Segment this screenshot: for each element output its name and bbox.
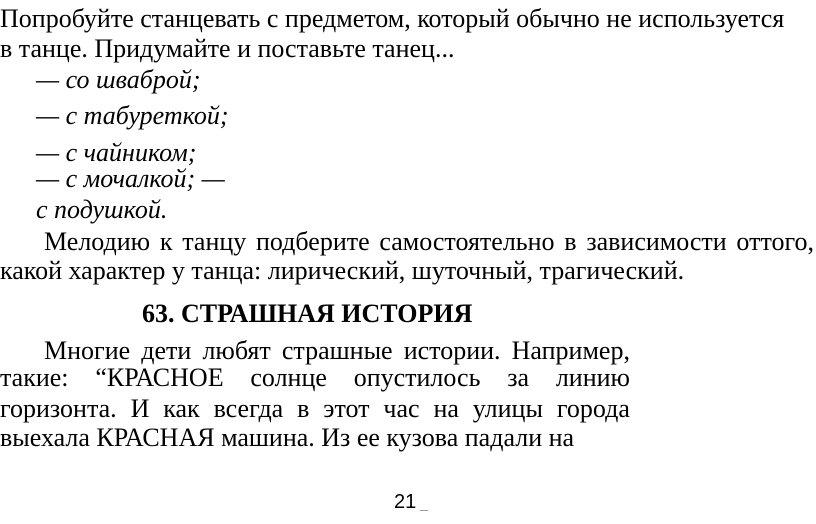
page-number-mark	[420, 510, 428, 511]
word: самостоятельно	[379, 227, 555, 256]
word: подберите	[256, 227, 370, 256]
paragraph-2-line-2: какой характер у танца: лирический, шуточный, трагический.	[0, 256, 685, 285]
word: истории.	[403, 336, 501, 365]
word: всегда	[213, 394, 284, 423]
word: Многие	[44, 336, 131, 365]
list-item: — со шваброй;	[36, 65, 201, 94]
paragraph-3-line-2	[0, 363, 630, 393]
word: линию	[555, 363, 630, 392]
word: на	[433, 394, 459, 423]
word: час	[383, 394, 420, 423]
word: оттого,	[736, 227, 814, 256]
word: И	[130, 394, 150, 423]
word: любят	[202, 336, 271, 365]
word: за	[507, 363, 530, 392]
paragraph-2-line-1	[44, 227, 814, 257]
paragraph-3-line-1	[44, 336, 630, 366]
word: этот	[323, 394, 370, 423]
word: улицы	[472, 394, 543, 423]
list-item: с подушкой.	[36, 195, 168, 224]
word: как	[163, 394, 200, 423]
word: зависимости	[586, 227, 727, 256]
word: страшные	[281, 336, 393, 365]
list-item: — с чайником;	[36, 138, 197, 167]
word: танцу	[182, 227, 247, 256]
page-number: 21	[394, 491, 417, 513]
word: Например,	[511, 336, 630, 365]
list-item: — с табуреткой;	[36, 101, 229, 130]
section-heading: 63. СТРАШНАЯ ИСТОРИЯ	[142, 299, 473, 328]
word: такие:	[0, 363, 69, 392]
paragraph-1-line-2: в танце. Придумайте и поставьте танец...	[0, 34, 455, 63]
word: опустилось	[353, 363, 481, 392]
list-item: — с мочалкой; —	[36, 164, 225, 193]
paragraph-3-line-3	[0, 394, 630, 424]
word: к	[159, 227, 173, 256]
word: Мелодию	[44, 227, 151, 256]
word: в	[297, 394, 310, 423]
paragraph-3-line-4: выехала КРАСНАЯ машина. Из ее кузова падали на	[0, 423, 575, 452]
word: города	[556, 394, 630, 423]
word: “КРАСНОЕ	[95, 363, 224, 392]
paragraph-1-line-1: Попробуйте станцевать с предметом, который обычно не используется	[0, 4, 785, 33]
word: дети	[141, 336, 192, 365]
word: горизонта.	[0, 394, 117, 423]
word: солнце	[250, 363, 327, 392]
word: в	[564, 227, 577, 256]
